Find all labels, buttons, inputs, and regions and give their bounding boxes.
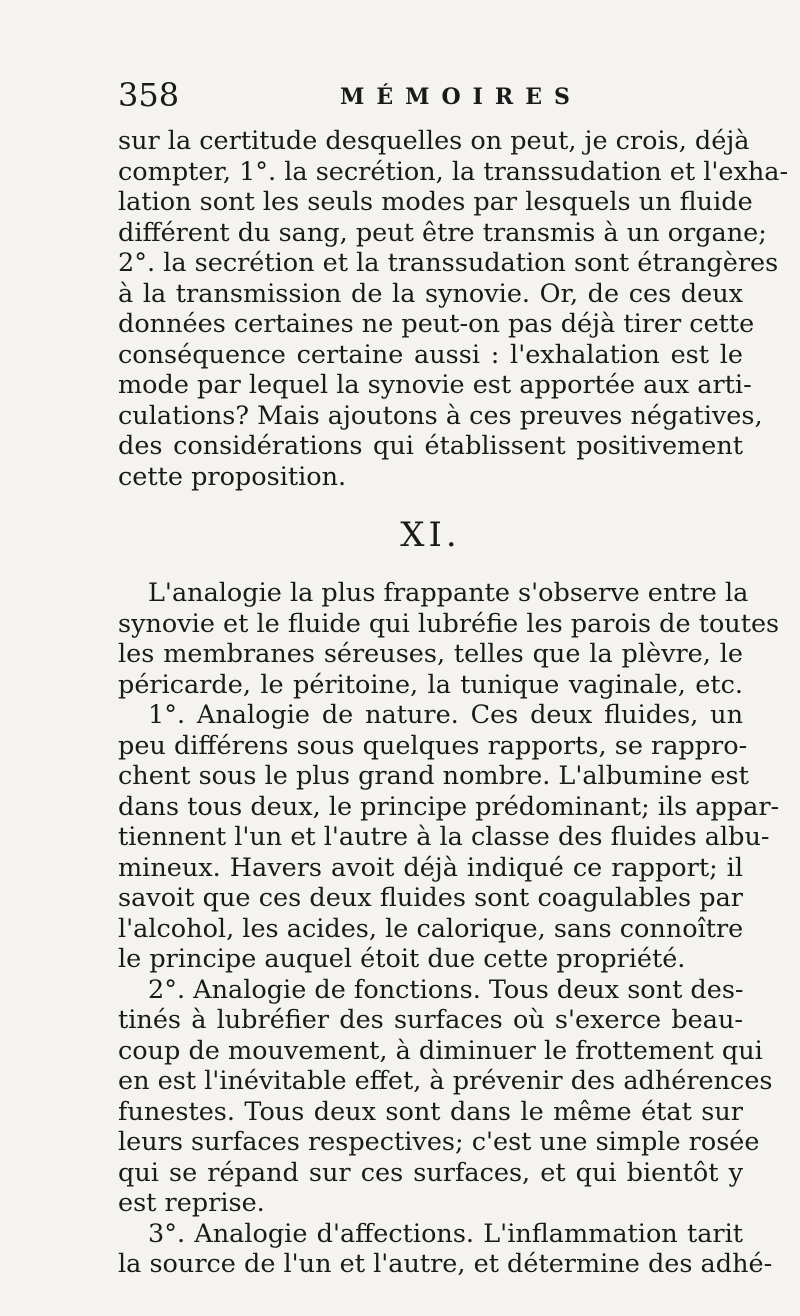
- text-line: différent du sang, peut être transmis à un organe;: [118, 217, 767, 248]
- page-number: 358: [118, 76, 180, 114]
- text-line: tiennent l'un et l'autre à la classe des fluides albu-: [118, 822, 770, 852]
- text-line: peu différens sous quelques rapports, se rappro-: [118, 730, 748, 761]
- text-line: conséquence certaine aussi : l'exhalation est le: [118, 339, 743, 370]
- text-line: lation sont les seuls modes par lesquels un fluide: [118, 187, 753, 217]
- text-line: en est l'inévitable effet, à prévenir des adhérences: [118, 1066, 773, 1096]
- text-line: l'alcohol, les acides, le calorique, sans connoître: [118, 913, 744, 944]
- text-line: tinés à lubréfier des surfaces où s'exerce beau-: [118, 1005, 743, 1035]
- text-line: qui se répand sur ces surfaces, et qui bientôt y: [118, 1157, 743, 1188]
- text-line: 2°. la secrétion et la transsudation sont étrangères: [118, 248, 779, 278]
- paragraph: [118, 126, 789, 492]
- text-line: sur la certitude desquelles on peut, je crois, déjà: [118, 126, 750, 156]
- text-line: la source de l'un et l'autre, et détermine des adhé-: [118, 1249, 773, 1279]
- text-line: cette proposition.: [118, 461, 347, 492]
- text-line: mineux. Havers avoit déjà indiqué ce rapport; il: [118, 852, 743, 883]
- paragraph: [118, 1218, 773, 1280]
- text-line: des considérations qui établissent positivement: [118, 431, 743, 461]
- text-line: synovie et le fluide qui lubréfie les parois de toutes: [118, 608, 780, 639]
- text-line: coup de mouvement, à diminuer le frottement qui: [118, 1035, 763, 1066]
- text-line: à la transmission de la synovie. Or, de ces deux: [118, 278, 743, 309]
- section-heading: XI.: [400, 515, 461, 555]
- text-line: 3°. Analogie d'affections. L'inflammation tarit: [148, 1218, 743, 1249]
- text-line: est reprise.: [118, 1188, 265, 1218]
- text-line: mode par lequel la synovie est apportée aux arti-: [118, 370, 752, 400]
- text-line: L'analogie la plus frappante s'observe entre la: [148, 578, 749, 608]
- text-line: chent sous le plus grand nombre. L'albumine est: [118, 761, 749, 791]
- paragraph: [118, 974, 773, 1219]
- text-line: les membranes séreuses, telles que la plèvre, le: [118, 639, 743, 669]
- text-line: 1°. Analogie de nature. Ces deux fluides, un: [148, 700, 743, 730]
- body-text: [118, 126, 789, 1280]
- text-line: dans tous deux, le principe prédominant; ils appar-: [118, 791, 780, 822]
- running-title: MÉMOIRES: [340, 84, 582, 110]
- paragraph: [118, 578, 780, 700]
- text-line: culations? Mais ajoutons à ces preuves négatives,: [118, 400, 763, 431]
- text-line: compter, 1°. la secrétion, la transsudation et l'exha-: [118, 156, 789, 187]
- running-head: [118, 76, 738, 120]
- text-line: 2°. Analogie de fonctions. Tous deux sont des-: [148, 974, 744, 1005]
- text-line: funestes. Tous deux sont dans le même état sur: [118, 1096, 743, 1127]
- text-line: leurs surfaces respectives; c'est une simple rosée: [118, 1127, 760, 1157]
- text-line: péricarde, le péritoine, la tunique vaginale, etc.: [118, 669, 743, 700]
- text-line: le principe auquel étoit due cette propriété.: [118, 944, 686, 974]
- text-line: données certaines ne peut-on pas déjà tirer cette: [118, 309, 755, 339]
- text-line: savoit que ces deux fluides sont coagulables par: [118, 883, 743, 913]
- paragraph: [118, 700, 780, 975]
